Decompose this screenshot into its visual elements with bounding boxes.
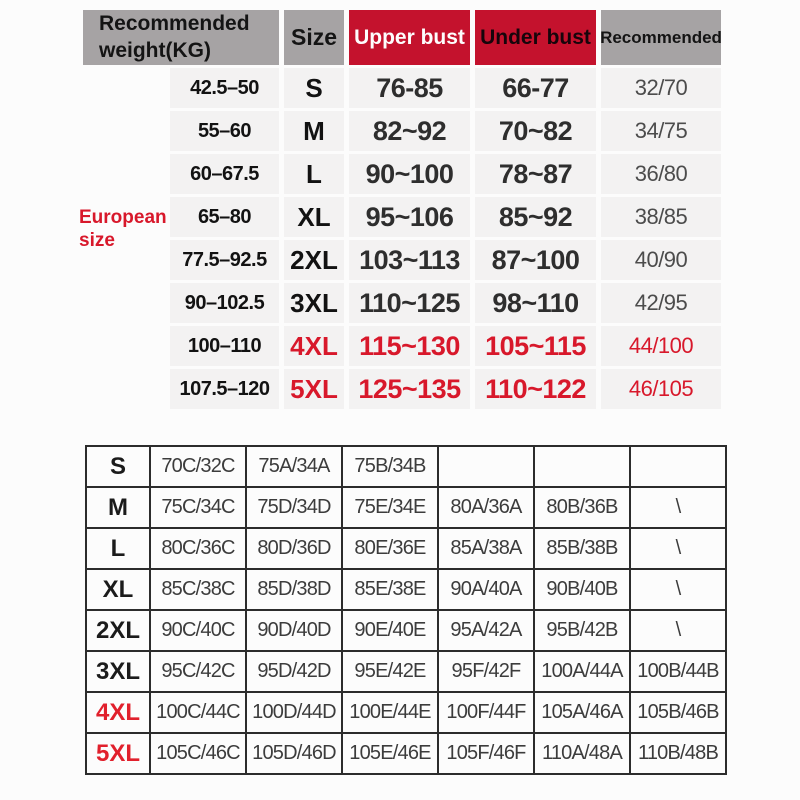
under-bust-cell: 98~110	[475, 283, 596, 323]
european-size-spacer	[83, 369, 165, 409]
cup-size-cell: 85E/38E	[342, 569, 438, 610]
table-row	[86, 569, 726, 610]
cup-size-cell: 95E/42E	[342, 651, 438, 692]
cup-size-cell: 90E/40E	[342, 610, 438, 651]
european-size-spacer	[83, 154, 165, 194]
cup-size-cell: 100C/44C	[150, 692, 246, 733]
size-chart-table	[79, 10, 722, 409]
cup-size-cell: 75A/34A	[246, 446, 342, 487]
cup-size-cell: 105C/46C	[150, 733, 246, 774]
weight-cell: 107.5–120	[170, 369, 279, 409]
size-label-cell: 4XL	[86, 692, 150, 733]
cup-size-cell: 100D/44D	[246, 692, 342, 733]
cup-size-cell: 90C/40C	[150, 610, 246, 651]
cup-size-cell: 110A/48A	[534, 733, 630, 774]
cup-size-cell: 105D/46D	[246, 733, 342, 774]
cup-size-cell: \	[630, 487, 726, 528]
weight-cell: 77.5–92.5	[170, 240, 279, 280]
cup-size-cell: \	[630, 569, 726, 610]
size-cell: 2XL	[284, 240, 344, 280]
cup-size-cell: 95B/42B	[534, 610, 630, 651]
size-label-cell: 5XL	[86, 733, 150, 774]
cup-size-cell: 75D/34D	[246, 487, 342, 528]
header-size: Size	[284, 10, 344, 65]
weight-cell: 60–67.5	[170, 154, 279, 194]
upper-bust-cell: 125~135	[349, 369, 470, 409]
size-cell: S	[284, 68, 344, 108]
weight-cell: 90–102.5	[170, 283, 279, 323]
cup-size-cell: 75C/34C	[150, 487, 246, 528]
header-upper-bust: Upper bust	[349, 10, 470, 65]
upper-bust-cell: 82~92	[349, 111, 470, 151]
cup-size-cell: 95A/42A	[438, 610, 534, 651]
cup-size-cell: \	[630, 528, 726, 569]
size-label-cell: 2XL	[86, 610, 150, 651]
cup-size-cell: 75E/34E	[342, 487, 438, 528]
cup-size-table	[85, 445, 727, 775]
table-row	[86, 528, 726, 569]
cup-size-cell: 75B/34B	[342, 446, 438, 487]
recommended-cell: 40/90	[601, 240, 721, 280]
upper-bust-cell: 110~125	[349, 283, 470, 323]
european-size-spacer	[83, 283, 165, 323]
cup-size-cell: \	[630, 610, 726, 651]
size-cell: XL	[284, 197, 344, 237]
cup-size-cell: 85C/38C	[150, 569, 246, 610]
cup-size-cell: 90B/40B	[534, 569, 630, 610]
table-row	[86, 651, 726, 692]
cup-size-cell: 105B/46B	[630, 692, 726, 733]
cup-size-cell: 85B/38B	[534, 528, 630, 569]
cup-size-cell	[630, 446, 726, 487]
under-bust-cell: 87~100	[475, 240, 596, 280]
upper-bust-cell: 115~130	[349, 326, 470, 366]
table-row	[86, 733, 726, 774]
table-row	[86, 487, 726, 528]
upper-bust-cell: 90~100	[349, 154, 470, 194]
cup-size-cell: 80C/36C	[150, 528, 246, 569]
cup-size-cell: 90D/40D	[246, 610, 342, 651]
recommended-cell: 42/95	[601, 283, 721, 323]
size-cell: M	[284, 111, 344, 151]
cup-size-cell: 85A/38A	[438, 528, 534, 569]
under-bust-cell: 105~115	[475, 326, 596, 366]
weight-cell: 55–60	[170, 111, 279, 151]
header-recommended-weight: Recommended weight(KG)	[83, 10, 279, 65]
size-label-cell: 3XL	[86, 651, 150, 692]
upper-bust-cell: 76-85	[349, 68, 470, 108]
cup-size-cell: 100B/44B	[630, 651, 726, 692]
recommended-cell: 38/85	[601, 197, 721, 237]
weight-cell: 65–80	[170, 197, 279, 237]
recommended-cell: 32/70	[601, 68, 721, 108]
cup-size-cell: 100F/44F	[438, 692, 534, 733]
under-bust-cell: 66-77	[475, 68, 596, 108]
size-cell: 4XL	[284, 326, 344, 366]
under-bust-cell: 70~82	[475, 111, 596, 151]
header-recommended: Recommended	[601, 10, 721, 65]
size-cell: 3XL	[284, 283, 344, 323]
size-label-cell: M	[86, 487, 150, 528]
cup-size-cell: 85D/38D	[246, 569, 342, 610]
cup-size-cell: 105A/46A	[534, 692, 630, 733]
cup-size-cell: 105F/46F	[438, 733, 534, 774]
size-label-cell: S	[86, 446, 150, 487]
european-size-spacer	[83, 326, 165, 366]
weight-cell: 100–110	[170, 326, 279, 366]
size-label-cell: L	[86, 528, 150, 569]
recommended-cell: 36/80	[601, 154, 721, 194]
european-size-spacer	[83, 68, 165, 108]
cup-size-cell: 110B/48B	[630, 733, 726, 774]
cup-size-cell: 95D/42D	[246, 651, 342, 692]
cup-size-cell: 80B/36B	[534, 487, 630, 528]
weight-cell: 42.5–50	[170, 68, 279, 108]
cup-size-cell: 90A/40A	[438, 569, 534, 610]
european-size-label: European size	[79, 207, 167, 251]
size-cell: 5XL	[284, 369, 344, 409]
upper-bust-cell: 103~113	[349, 240, 470, 280]
table-row	[86, 610, 726, 651]
cup-size-cell: 80A/36A	[438, 487, 534, 528]
table-row	[86, 446, 726, 487]
cup-size-cell: 100A/44A	[534, 651, 630, 692]
table-row	[86, 692, 726, 733]
cup-size-cell: 80D/36D	[246, 528, 342, 569]
cup-size-cell: 100E/44E	[342, 692, 438, 733]
cup-size-cell	[438, 446, 534, 487]
cup-size-cell: 105E/46E	[342, 733, 438, 774]
header-under-bust: Under bust	[475, 10, 596, 65]
cup-size-cell: 95F/42F	[438, 651, 534, 692]
under-bust-cell: 85~92	[475, 197, 596, 237]
recommended-cell: 44/100	[601, 326, 721, 366]
recommended-cell: 46/105	[601, 369, 721, 409]
size-cell: L	[284, 154, 344, 194]
european-size-spacer	[83, 111, 165, 151]
cup-size-cell: 95C/42C	[150, 651, 246, 692]
under-bust-cell: 110~122	[475, 369, 596, 409]
cup-size-cell	[534, 446, 630, 487]
recommended-cell: 34/75	[601, 111, 721, 151]
cup-size-cell: 80E/36E	[342, 528, 438, 569]
cup-size-cell: 70C/32C	[150, 446, 246, 487]
size-label-cell: XL	[86, 569, 150, 610]
upper-bust-cell: 95~106	[349, 197, 470, 237]
under-bust-cell: 78~87	[475, 154, 596, 194]
